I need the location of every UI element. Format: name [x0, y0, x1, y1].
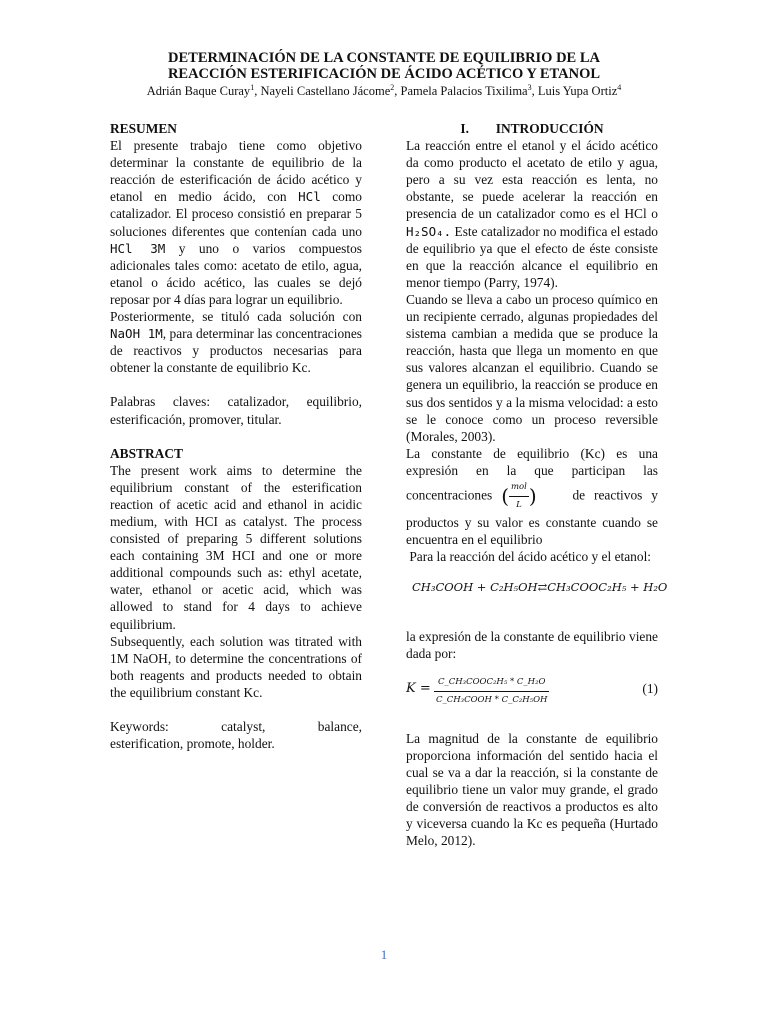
resumen-paragraph-2	[110, 308, 362, 376]
h2so4-term: H₂SO₄.	[406, 223, 452, 239]
intro-paragraph-5: la expresión de la constante de equilibrio viene dada por:	[406, 628, 658, 661]
k-denominator: C_CH₃COOH * C_C₂H₅OH	[436, 694, 548, 705]
abstract-keywords-line-2: esterification, promote, holder.	[110, 736, 275, 752]
abstract-paragraph-1: The present work aims to determine the equilibrium constant of the esterification reaction of acetic acid and ethanol in acidic medium, with HCI as catalyst. The process consisted of preparing 5 different solutions each containing 3M HCI and one or more additional compounds such as: ethyl acetate, water, ethanol or acetic acid, which was allowed to stand for 4 days to achieve equilibrium.	[110, 462, 362, 632]
hcl-term: HCl	[298, 189, 321, 205]
intro-text: Este catalizador no modifica el estado de equilibrio ya que el efecto de éste consiste en que la reacción alcance el equilibrio en menor tiempo (Parry, 1974).	[406, 223, 658, 290]
affiliation-4: 4	[617, 83, 622, 92]
intro-text: La reacción entre el etanol y el ácido acético da como producto el acetato de etilo y agua, pero a su vez esta reacción es lenta, no obstante, se puede acelerar la reacción en presencia de un catalizador como es el HCl o	[406, 138, 658, 222]
unit-numerator: mol	[509, 479, 529, 497]
keyword: catalyst,	[221, 719, 266, 734]
page-number: 1	[380, 947, 388, 962]
intro-text: La constante de equilibrio (Kc) es una expresión en la que participan las concentraciones	[406, 445, 658, 503]
author-2: , Nayeli Castellano Jácome	[254, 84, 391, 99]
affiliation-2: 2	[390, 83, 395, 92]
mol-per-liter-unit	[509, 479, 529, 514]
intro-paragraph-1	[406, 137, 658, 291]
intro-paragraph-4: Para la reacción del ácido acético y el etanol:	[406, 549, 652, 565]
naoh-term: NaOH 1M	[110, 326, 163, 342]
intro-text: de reactivos y productos y su valor es constante cuando se encuentra en el equilibrio	[406, 487, 658, 548]
intro-paragraph-3: La constante de equilibrio (Kc) es una expresión en la que participan las concentraciones ( $\frac{\text{mol}}{L}$ ) de reactivos y productos y su valor es constante cuando se encuentra en el equilibrio	[406, 445, 658, 548]
hcl-3m-term: HCl 3M	[110, 240, 166, 256]
author-list	[0, 83, 768, 99]
resumen-heading: RESUMEN	[110, 121, 177, 136]
reaction-equation: CH₃COOH + C₂H₅OH⇄CH₃COOC₂H₅ + H₂O	[412, 580, 668, 595]
k-numerator: C_CH₃COOC₂H₅ * C_H₂O	[434, 674, 549, 692]
resumen-paragraph-1	[110, 137, 362, 308]
introduccion-heading: I. INTRODUCCIÓN	[460, 121, 604, 136]
k-symbol: K =	[406, 680, 431, 696]
unit-denominator: L	[516, 500, 522, 511]
resumen-text: como catalizador. El proceso consistió en preparar 5 soluciones diferentes que contenían cada uno	[110, 189, 362, 239]
abstract-heading: ABSTRACT	[110, 445, 183, 461]
author-1: Adrián Baque Curay	[146, 84, 251, 99]
paper-title-line-2: REACCIÓN ESTERIFICACIÓN DE ÁCIDO ACÉTICO Y ETANOL	[167, 66, 601, 82]
affiliation-1: 1	[250, 83, 255, 92]
author-4: , Luis Yupa Ortiz	[531, 84, 618, 99]
equation-number: (1)	[642, 680, 658, 696]
intro-paragraph-2: Cuando se lleva a cabo un proceso químico en un recipiente cerrado, algunas propiedades del sistema cambian a medida que se produce la reacción, hasta que llega un momento en que sus valores alcanzan el equilibrio. Cuando se genera un equilibrio, la reacción se produce en sus dos sentidos y a la misma velocidad: a esto se le conoce como un proceso reversible (Morales, 2003).	[406, 291, 658, 444]
intro-paragraph-6: La magnitud de la constante de equilibrio proporciona información del sentido hacia el cual se va a dar la reacción, si la constante de equilibrio tiene un valor muy grande, el grado de conversión de reactivos a productos es alto y viceversa cuando la Kc es pequeña (Hurtado Melo, 2012).	[406, 730, 658, 849]
resumen-text: y uno o varios compuestos adicionales tales como: acetato de etilo, agua, etanol o ácido acético, las cuales se dejó reposar por 4 días para lograr un equilibrio.	[110, 240, 363, 307]
resumen-text: Posteriormente, se tituló cada solución con	[110, 309, 362, 325]
keyword: balance,	[317, 719, 362, 734]
equilibrium-constant-equation	[406, 672, 658, 712]
abstract-keywords-line-1	[110, 718, 362, 735]
resumen-keywords: Palabras claves: catalizador, equilibrio, esterificación, promover, titular.	[110, 394, 362, 427]
author-3: , Pamela Palacios Tixilima	[394, 84, 528, 99]
left-column	[110, 120, 362, 752]
k-fraction	[434, 674, 549, 709]
resumen-text: , para determinar las concentraciones de reactivos y productos necesarias para obtener la constante de equilibrio Kc.	[110, 326, 362, 376]
keywords-label: Keywords:	[110, 719, 169, 734]
abstract-paragraph-2: Subsequently, each solution was titrated with 1M NaOH, to determine the concentrations of both reagents and products needed to obtain the equilibrium constant Kc.	[110, 633, 362, 700]
paper-title-line-1: DETERMINACIÓN DE LA CONSTANTE DE EQUILIBRIO DE LA	[168, 50, 600, 66]
affiliation-3: 3	[527, 83, 532, 92]
resumen-text: El presente trabajo tiene como objetivo determinar la constante de equilibrio de la reacción de esterificación de ácido acético y etanol en medio ácido, con	[110, 138, 362, 205]
right-column	[406, 120, 668, 849]
